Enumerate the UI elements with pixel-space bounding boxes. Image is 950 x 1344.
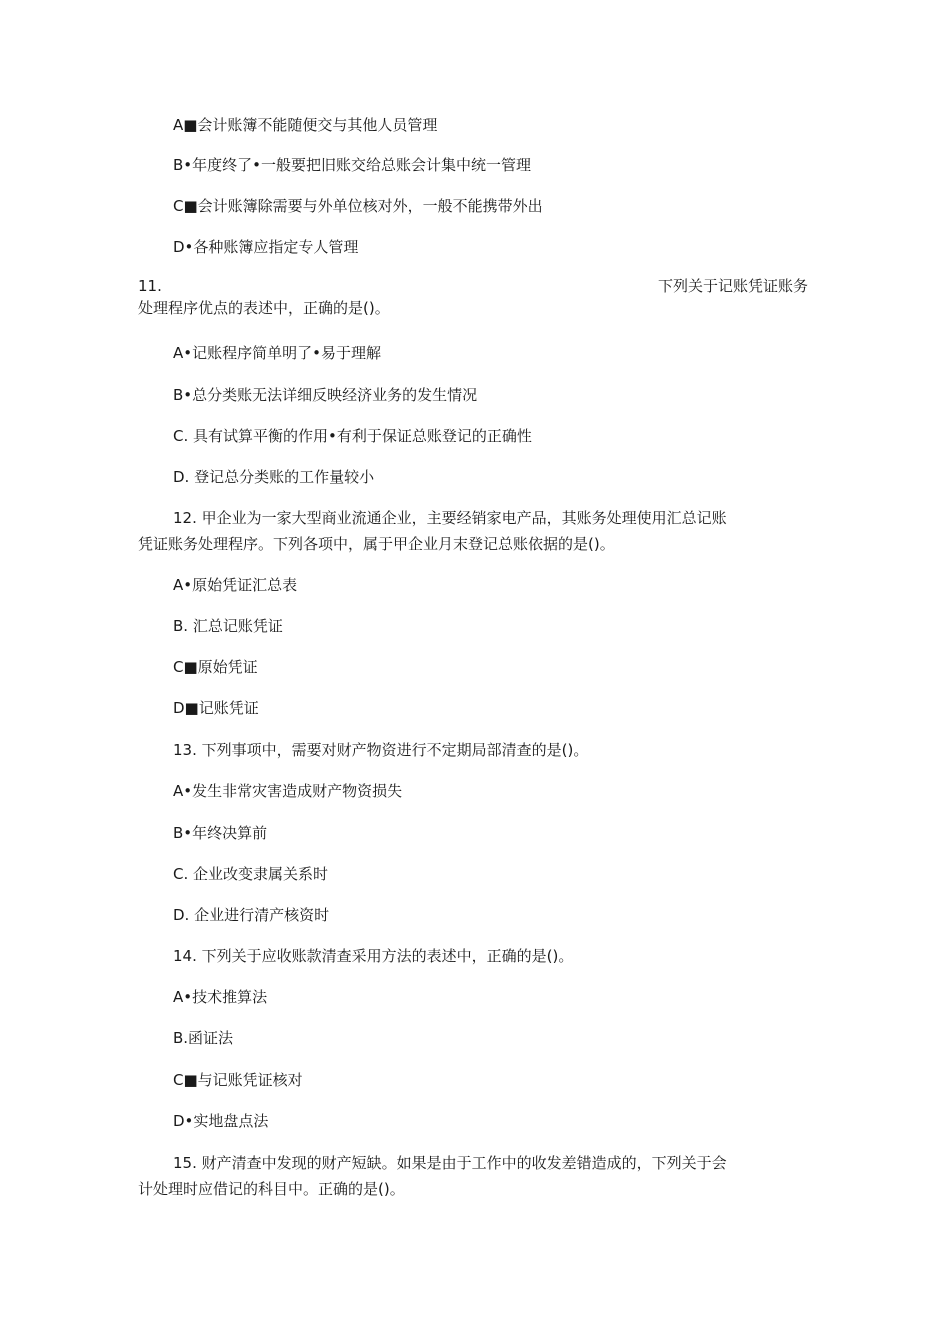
q11-stem-line2: 处理程序优点的表述中，正确的是()。: [138, 299, 390, 317]
q10-option-b: B•年度终了•一般要把旧账交给总账会计集中统一管理: [173, 156, 531, 174]
q13-option-a: A•发生非常灾害造成财产物资损失: [173, 782, 403, 800]
q12-stem-line1: 12. 甲企业为一家大型商业流通企业，主要经销家电产品，其账务处理使用汇总记账: [173, 509, 727, 527]
q15-stem-line2: 计处理时应借记的科目中。正确的是()。: [138, 1180, 405, 1198]
q10-option-c: C■会计账簿除需要与外单位核对外，一般不能携带外出: [173, 197, 543, 215]
q14-option-d: D•实地盘点法: [173, 1112, 269, 1130]
q12-option-b: B. 汇总记账凭证: [173, 617, 283, 635]
q12-option-c: C■原始凭证: [173, 658, 258, 676]
q13-option-b: B•年终决算前: [173, 824, 268, 842]
q11-option-a: A•记账程序简单明了•易于理解: [173, 344, 381, 362]
q12-stem-line2: 凭证账务处理程序。下列各项中，属于甲企业月末登记总账依据的是()。: [138, 535, 615, 553]
q13-option-c: C. 企业改变隶属关系时: [173, 865, 329, 883]
q12-option-a: A•原始凭证汇总表: [173, 576, 298, 594]
q13-option-d: D. 企业进行清产核资时: [173, 906, 330, 924]
q11-option-d: D. 登记总分类账的工作量较小: [173, 468, 375, 486]
q14-stem-line1: 14. 下列关于应收账款清查采用方法的表述中，正确的是()。: [173, 947, 574, 965]
q10-option-d: D•各种账簿应指定专人管理: [173, 238, 359, 256]
q15-stem-line1: 15. 财产清查中发现的财产短缺。如果是由于工作中的收发差错造成的，下列关于会: [173, 1154, 727, 1172]
q10-option-a: A■会计账簿不能随便交与其他人员管理: [173, 116, 438, 134]
q11-stem-line1: 下列关于记账凭证账务: [657, 277, 808, 295]
q14-option-b: B.函证法: [173, 1029, 234, 1047]
q11-option-b: B•总分类账无法详细反映经济业务的发生情况: [173, 386, 478, 404]
q11-number: 11.: [138, 277, 162, 295]
q12-option-d: D■记账凭证: [173, 699, 259, 717]
q14-option-a: A•技术推算法: [173, 988, 268, 1006]
q13-stem-line1: 13. 下列事项中，需要对财产物资进行不定期局部清查的是()。: [173, 741, 589, 759]
q11-option-c: C. 具有试算平衡的作用•有利于保证总账登记的正确性: [173, 427, 532, 445]
q14-option-c: C■与记账凭证核对: [173, 1071, 303, 1089]
